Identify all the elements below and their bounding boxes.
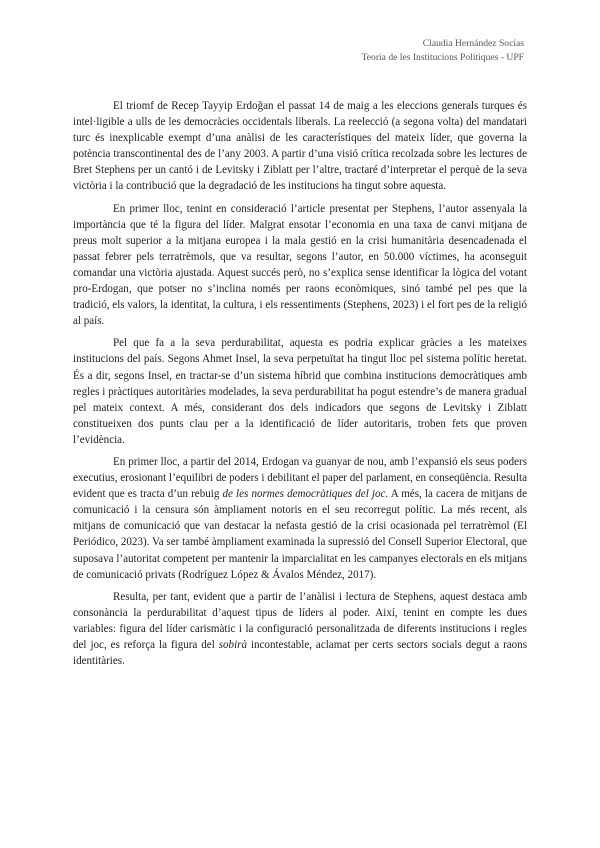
header-course: Teoria de les Institucions Polítiques - UPF [361, 52, 524, 63]
paragraph-leader-figure: En primer lloc, tenint en consideració l’article presentat per Stephens, l’autor assenyala la importància que té la figura del líder. Malgrat ensotar l’economia en una taxa de canvi mitjana de preus molt superior a la mitjana europea i la mala gestió en la crisi humanitària desencadenada el passat febrer pels terratrèmols, que va resultar, segons l’autor, en 50.000 víctimes, ha aconseguit comandar una victòria ajustada. Aquest succés però, no s’explica sense identificar la lògica del votant pro-Erdogan, que potser no s’inclina només per raons econòmiques, sinó també pel pes que la tradició, els valors, la identitat, la cultura, i els ressentiments (Stephens, 2023) i el fort pes de la religió al país. [73, 202, 527, 328]
document-body [73, 98, 527, 669]
paragraph-democratic-norms [73, 454, 527, 583]
paragraph-conclusion-end: incontestable, aclamat per certs sectors socials degut a raons identitàries. [73, 639, 527, 668]
header-author: Claudia Hernández Socías [422, 38, 524, 49]
page-header [362, 37, 524, 65]
paragraph-democratic-norms-start: En primer lloc, a partir del 2014, Erdogan va guanyar de nou, amb l’expansió els seus poders executius, erosionant l’equilibri de poders i debilitant el paper del parlament, en conseqüència. Resulta evident que es tracta d’un rebuig [73, 455, 527, 501]
paragraph-intro: El triomf de Recep Tayyip Erdoğan el passat 14 de maig a les eleccions generals turques és intel·ligible a ulls de les democràcies occidentals liberals. La reelecció (a segona volta) del mandatari turc és inexplicable exempt d’una anàlisi de les característiques del mateix líder, que governa la potència transcontinental des de l’any 2003. A partir d’una visió crítica recolzada sobre les lectures de Bret Stephens per un cantó i de Levitsky i Ziblatt per l’altre, tractaré d’interpretar el perquè de la seva victòria i la contribució que la degradació de les institucions ha tingut sobre aquesta. [73, 100, 527, 193]
paragraph-conclusion-emphasis: sobirà [218, 639, 247, 651]
paragraph-democratic-norms-end: . A més, la cacera de mitjans de comunicació i la censura són àmpliament notoris en el seu recorregut polític. La més recent, als mitjans de comunicació que van destacar la nefasta gestió de la crisi ocasionada pel terratrèmol (El Periódico, 2023). Va ser també àmpliament examinada la supressió del Consell Superior Electoral, que suposava l’autoritat competent per mantenir la imparcialitat en les campanyes electorals en els mitjans de comunicació privats (Rodríguez López & Ávalos Méndez, 2017). [73, 488, 527, 581]
paragraph-democratic-norms-emphasis: de les normes democràtiques del joc [222, 488, 386, 501]
paragraph-conclusion [73, 589, 527, 669]
paragraph-conclusion-start: Resulta, per tant, evident que a partir de l’anàlisi i lectura de Stephens, aquest destaca amb consonància la perdurabilitat d’aquest tipus de líders al poder. Així, tenint en compte les dues variables: figura del líder carismàtic i la configuració personalitzada de diferents institucions i regles del joc, es reforça la figura del [73, 590, 527, 651]
paragraph-durability: Pel que fa a la seva perdurabilitat, aquesta es podria explicar gràcies a les mateixes institucions del país. Segons Ahmet Insel, la seva perpetuïtat ha tingut lloc pel sistema polític heretat. És a dir, segons Insel, en tractar-se d’un sistema híbrid que combina institucions democràtiques amb regles i pràctiques autoritàries modelades, la seva perdurabilitat ha pogut estendre’s de manera gradual pel mateix context. A més, considerant dos dels indicadors que segons de Levitsky i Ziblatt constitueixen dos punts clau per a la identificació de líder autoritaris, troben fets que proven l’evidència. [73, 337, 527, 446]
